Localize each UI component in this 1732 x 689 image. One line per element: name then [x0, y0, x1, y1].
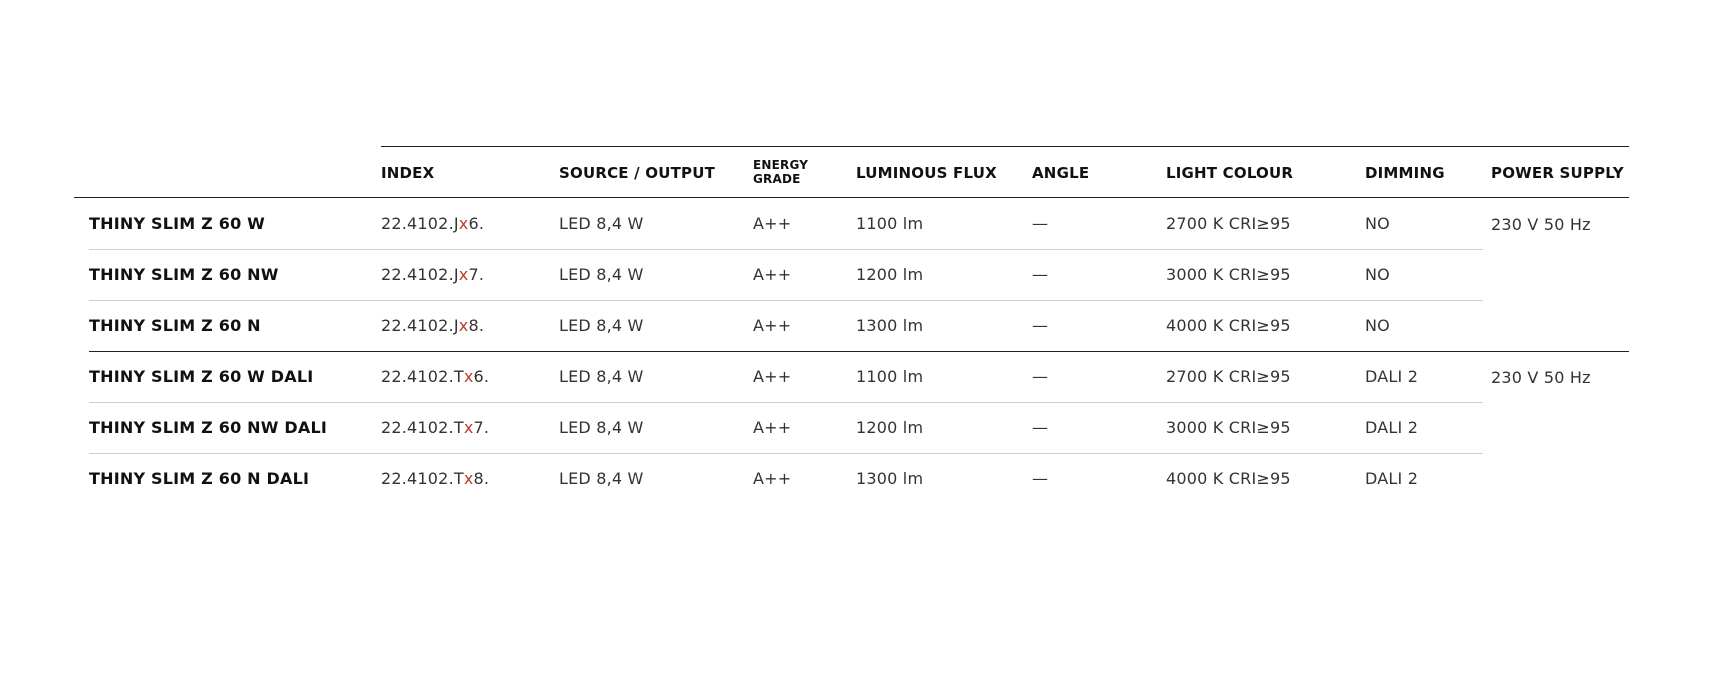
row-divider — [89, 402, 1483, 403]
table-row-name: THINY SLIM Z 60 NW DALI — [89, 418, 327, 437]
row-divider — [89, 453, 1483, 454]
row-divider — [89, 300, 1483, 301]
table-row-colour: 3000 K CRI≥95 — [1166, 418, 1291, 437]
header-energy-grade: ENERGY GRADE — [753, 158, 809, 186]
table-row-index: 22.4102.Jx8. — [381, 316, 485, 335]
table-row-angle: — — [1032, 367, 1049, 386]
table-row-flux: 1100 lm — [856, 367, 924, 386]
table-row-name: THINY SLIM Z 60 N DALI — [89, 469, 310, 488]
header-source-output: SOURCE / OUTPUT — [559, 164, 716, 182]
table-row-colour: 3000 K CRI≥95 — [1166, 265, 1291, 284]
table-row-angle: — — [1032, 418, 1049, 437]
table-row-flux: 1100 lm — [856, 214, 924, 233]
table-row-source: LED 8,4 W — [559, 316, 644, 335]
header-luminous-flux: LUMINOUS FLUX — [856, 164, 997, 182]
group-power-supply: 230 V 50 Hz — [1491, 368, 1591, 387]
table-row-dimming: DALI 2 — [1365, 469, 1419, 488]
table-row-colour: 2700 K CRI≥95 — [1166, 367, 1291, 386]
table-row-dimming: DALI 2 — [1365, 418, 1419, 437]
table-row-energy: A++ — [753, 418, 792, 437]
table-row-dimming: NO — [1365, 265, 1390, 284]
table-row-flux: 1300 lm — [856, 316, 924, 335]
header-angle: ANGLE — [1032, 164, 1090, 182]
table-row-name: THINY SLIM Z 60 W DALI — [89, 367, 314, 386]
table-row-flux: 1200 lm — [856, 418, 924, 437]
table-row-energy: A++ — [753, 367, 792, 386]
header-power-supply: POWER SUPPLY — [1491, 164, 1624, 182]
table-row-index: 22.4102.Jx6. — [381, 214, 485, 233]
table-row-source: LED 8,4 W — [559, 214, 644, 233]
table-row-source: LED 8,4 W — [559, 367, 644, 386]
table-row-angle: — — [1032, 265, 1049, 284]
table-row-source: LED 8,4 W — [559, 418, 644, 437]
header-bottom-rule — [74, 197, 1629, 198]
group-separator — [89, 351, 1629, 352]
header-index: INDEX — [381, 164, 435, 182]
table-row-angle: — — [1032, 469, 1049, 488]
table-row-energy: A++ — [753, 214, 792, 233]
table-row-name: THINY SLIM Z 60 N — [89, 316, 261, 335]
table-row-index: 22.4102.Tx7. — [381, 418, 490, 437]
table-row-angle: — — [1032, 316, 1049, 335]
table-row-energy: A++ — [753, 316, 792, 335]
table-row-dimming: DALI 2 — [1365, 367, 1419, 386]
table-row-index: 22.4102.Jx7. — [381, 265, 485, 284]
table-row-name: THINY SLIM Z 60 NW — [89, 265, 279, 284]
table-row-dimming: NO — [1365, 214, 1390, 233]
table-row-energy: A++ — [753, 265, 792, 284]
table-row-colour: 4000 K CRI≥95 — [1166, 469, 1291, 488]
table-row-dimming: NO — [1365, 316, 1390, 335]
table-row-flux: 1300 lm — [856, 469, 924, 488]
table-row-source: LED 8,4 W — [559, 265, 644, 284]
group-power-supply: 230 V 50 Hz — [1491, 215, 1591, 234]
table-row-flux: 1200 lm — [856, 265, 924, 284]
table-row-index: 22.4102.Tx8. — [381, 469, 490, 488]
table-row-index: 22.4102.Tx6. — [381, 367, 490, 386]
table-row-name: THINY SLIM Z 60 W — [89, 214, 266, 233]
header-light-colour: LIGHT COLOUR — [1166, 164, 1294, 182]
table-row-colour: 4000 K CRI≥95 — [1166, 316, 1291, 335]
table-row-angle: — — [1032, 214, 1049, 233]
header-top-rule — [381, 146, 1629, 147]
row-divider — [89, 249, 1483, 250]
table-row-source: LED 8,4 W — [559, 469, 644, 488]
table-row-energy: A++ — [753, 469, 792, 488]
header-dimming: DIMMING — [1365, 164, 1445, 182]
table-row-colour: 2700 K CRI≥95 — [1166, 214, 1291, 233]
